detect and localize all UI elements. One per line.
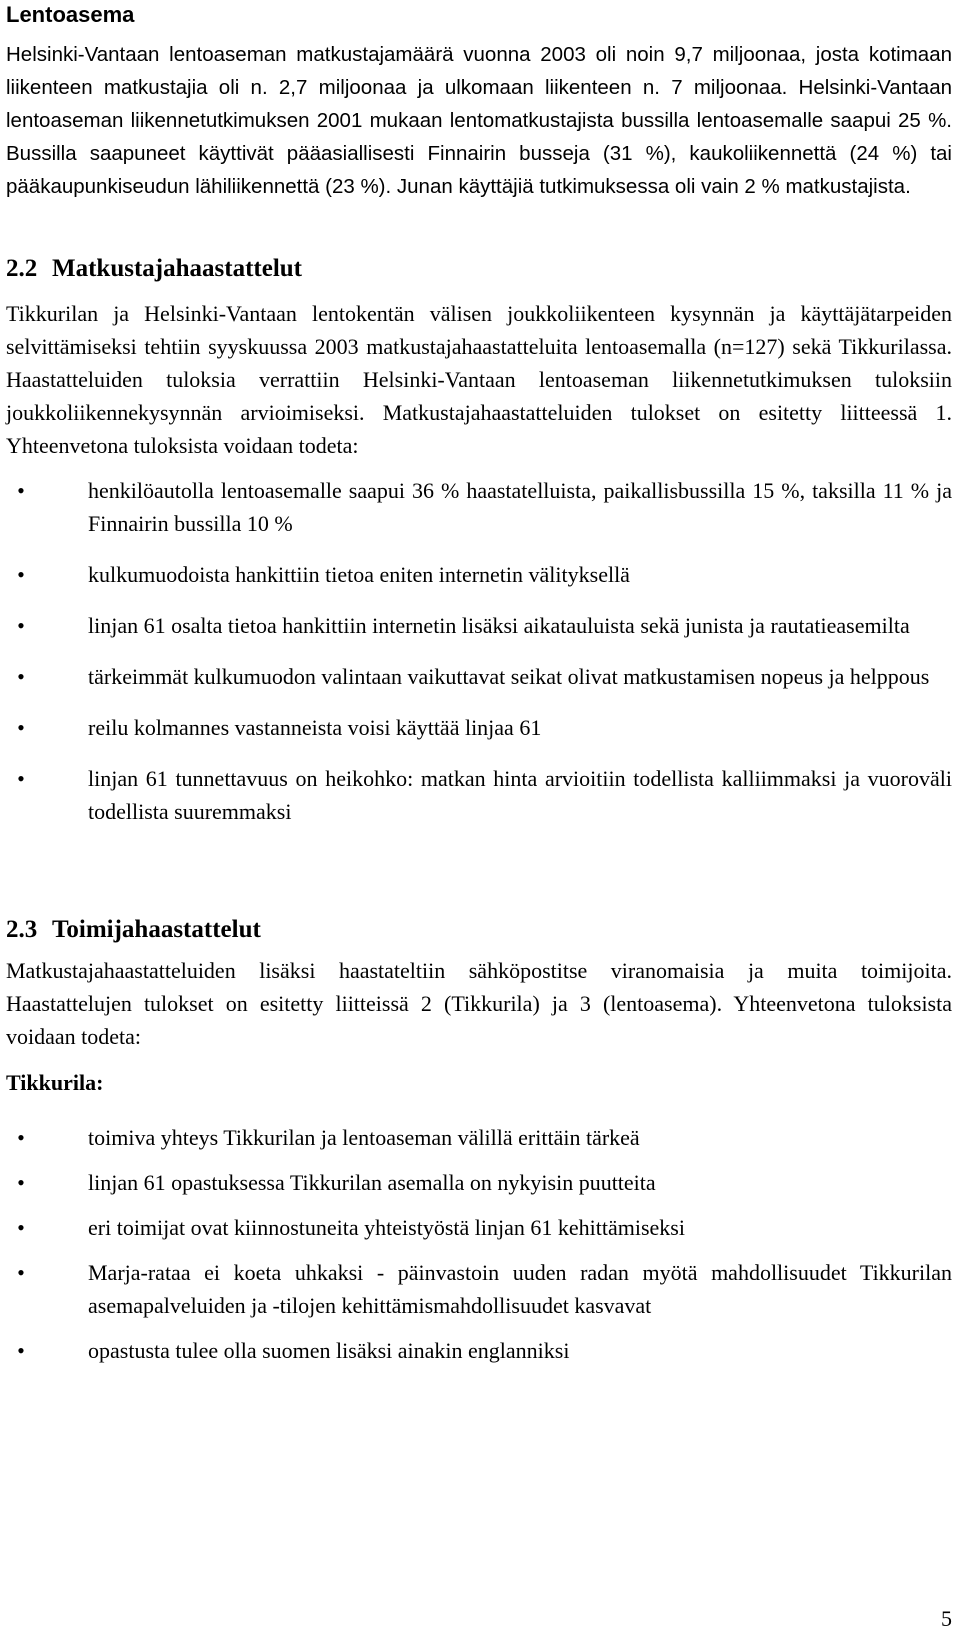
bullet-icon: •: [17, 613, 25, 638]
bullet-icon: •: [17, 1170, 25, 1195]
list-item-text: linjan 61 tunnettavuus on heikohko: matkan hinta arvioitiin todellista kalliimmaksi ja vuoroväli todellista suuremmaksi: [88, 766, 952, 824]
list-item-text: opastusta tulee olla suomen lisäksi ainakin englanniksi: [88, 1338, 570, 1363]
list-item: [6, 762, 952, 828]
bullet-list-tikkurila: [6, 1121, 952, 1367]
bullet-icon: •: [17, 1260, 25, 1285]
list-item: [6, 660, 952, 693]
paragraph-matkustajahaastattelut: Tikkurilan ja Helsinki-Vantaan lentokentän välisen joukkoliikenteen kysynnän ja käyttäjätarpeiden selvittämiseksi tehtiin syyskuussa 2003 matkustajahaastatteluita lentoasemalla (n=127) sekä Tikkurilassa. Haastatteluiden tuloksia verrattiin Helsinki-Vantaan lentoaseman liikennetutkimuksen tuloksiin joukkoliikennekysynnän arvioimiseksi. Matkustajahaastatteluiden tulokset on esitetty liitteessä 1. Yhteenvetona tuloksista voidaan todeta:: [6, 301, 952, 458]
section-heading-2-2: [6, 253, 952, 285]
list-item: [6, 1334, 952, 1367]
bullet-list-matkustajahaastattelut: [6, 474, 952, 828]
bullet-icon: •: [17, 1125, 25, 1150]
page-content: [6, 0, 952, 1367]
section-title: Toimijahaastattelut: [52, 916, 261, 943]
list-item: [6, 1211, 952, 1244]
bullet-icon: •: [17, 766, 25, 791]
list-item-text: toimiva yhteys Tikkurilan ja lentoaseman välillä erittäin tärkeä: [88, 1125, 640, 1150]
list-item-text: linjan 61 opastuksessa Tikkurilan asemalla on nykyisin puutteita: [88, 1170, 656, 1195]
list-item: [6, 558, 952, 591]
bullet-icon: •: [17, 664, 25, 689]
list-item: [6, 1166, 952, 1199]
section-title: Matkustajahaastattelut: [52, 255, 302, 282]
list-item-text: eri toimijat ovat kiinnostuneita yhteistyöstä linjan 61 kehittämiseksi: [88, 1215, 685, 1240]
list-item-text: linjan 61 osalta tietoa hankittiin internetin lisäksi aikatauluista sekä junista ja rautatieasemilta: [88, 613, 910, 638]
list-item: [6, 1121, 952, 1154]
list-item: [6, 474, 952, 540]
bullet-icon: •: [17, 1338, 25, 1363]
section-heading-2-3: [6, 914, 952, 946]
section-number: 2.3: [6, 916, 38, 943]
bullet-icon: •: [17, 1215, 25, 1240]
bullet-icon: •: [17, 478, 25, 503]
subheading-tikkurila: Tikkurila:: [6, 1070, 104, 1095]
paragraph-toimijahaastattelut: Matkustajahaastatteluiden lisäksi haastateltiin sähköpostitse viranomaisia ja muita toimijoita. Haastattelujen tulokset on esitetty liitteissä 2 (Tikkurila) ja 3 (lentoasema). Yhteenvetona tuloksista voidaan todeta:: [6, 958, 952, 1049]
list-item-text: reilu kolmannes vastanneista voisi käyttää linjaa 61: [88, 715, 542, 740]
list-item: [6, 1256, 952, 1322]
list-item-text: Marja-rataa ei koeta uhkaksi - päinvastoin uuden radan myötä mahdollisuudet Tikkurilan asemapalveluiden ja -tilojen kehittämismahdollisuudet kasvavat: [88, 1260, 952, 1318]
page-number: 5: [941, 1606, 952, 1631]
paragraph-lentoasema: Helsinki-Vantaan lentoaseman matkustajamäärä vuonna 2003 oli noin 9,7 miljoonaa, josta kotimaan liikenteen matkustajia oli n. 2,7 miljoonaa ja ulkomaan liikenteen n. 7 miljoonaa. Helsinki-Vantaan lentoaseman liikennetutkimuksen 2001 mukaan lentomatkustajista bussilla lentoasemalle saapui 25 %. Bussilla saapuneet käyttivät pääasiallisesti Finnairin busseja (31 %), kaukoliikennettä (24 %) tai pääkaupunkiseudun lähiliikennettä (23 %). Junan käyttäjiä tutkimuksessa oli vain 2 % matkustajista.: [6, 43, 952, 198]
list-item-text: kulkumuodoista hankittiin tietoa eniten internetin välityksellä: [88, 562, 630, 587]
list-item: [6, 711, 952, 744]
list-item-text: henkilöautolla lentoasemalle saapui 36 % haastatelluista, paikallisbussilla 15 %, taksilla 11 % ja Finnairin bussilla 10 %: [88, 478, 952, 536]
bullet-icon: •: [17, 562, 25, 587]
list-item: [6, 609, 952, 642]
section-heading-lentoasema: Lentoasema: [6, 2, 135, 27]
bullet-icon: •: [17, 715, 25, 740]
section-number: 2.2: [6, 255, 38, 282]
list-item-text: tärkeimmät kulkumuodon valintaan vaikuttavat seikat olivat matkustamisen nopeus ja helppous: [88, 664, 930, 689]
